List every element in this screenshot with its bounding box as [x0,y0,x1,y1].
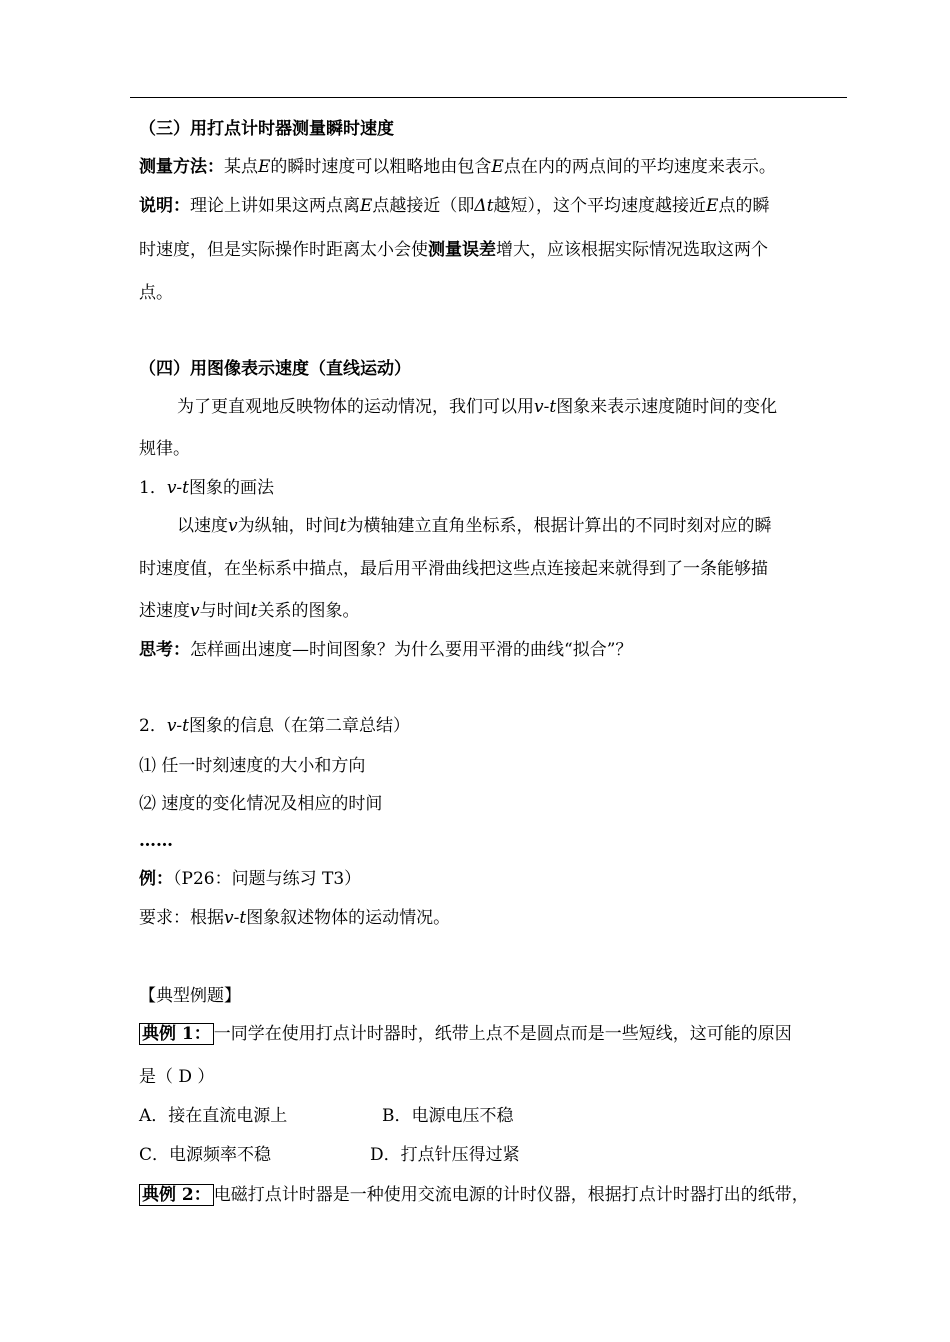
method-text-c: 点在内的两点间的平均速度来表示。 [503,157,776,177]
think-question [139,638,851,662]
intro-text: 图象来表示速度随时间的变化 [556,397,778,417]
para-text: 为横轴建立直角坐标系，根据计算出的不同时刻对应的瞬 [346,516,772,536]
typical-examples-heading: 【典型例题】 [139,986,241,1006]
para-text: 述速度 [139,601,190,621]
item-number: 2． [139,716,167,736]
method-label: 测量方法： [139,157,224,177]
para-text: 关系的图象。 [257,601,360,621]
example-text: （P26：问题与练习 T3） [173,869,362,889]
method-line-2: 时速度值，在坐标系中描点，最后用平滑曲线把这些点连接起来就得到了一条能够描 [139,559,768,579]
example-2-label: 典例 2： [139,1184,214,1206]
note-line-2 [139,238,851,262]
item-1-title [139,476,851,500]
note-line-1 [139,194,851,218]
sub-item-1: ⑴ 任一时刻速度的大小和方向 [139,756,366,776]
ellipsis: …… [139,831,173,851]
item-2-title [139,714,851,738]
example-label: 例： [139,869,173,889]
item-text: 图象的画法 [189,478,275,498]
method-text-a: 某点 [224,157,258,177]
item-number: 1． [139,478,167,498]
para-text: 为纵轴，时间 [237,516,340,536]
vt-symbol: v-t [534,397,557,417]
think-label: 思考： [139,640,190,660]
option-a: A．接在直流电源上 [139,1106,288,1126]
para-text: 与时间 [199,601,251,621]
intro-line-2: 规律。 [139,439,190,459]
para-text: 以速度 [177,516,228,536]
requirement-line [139,906,851,930]
req-text: 要求：根据 [139,908,224,928]
option-d: D．打点针压得过紧 [370,1145,520,1165]
point-e: E [360,196,373,216]
measurement-error-term: 测量误差 [428,240,496,260]
note-line-3: 点。 [139,283,173,303]
example-2-line-1 [139,1183,851,1207]
note-text: 点越接近（即 [372,196,475,216]
req-text: 图象叙述物体的运动情况。 [246,908,451,928]
t-symbol: t [339,516,347,536]
point-e: E [706,196,719,216]
sub-item-2: ⑵ 速度的变化情况及相应的时间 [139,794,383,814]
section-4-heading: （四）用图像表示速度（直线运动） [139,359,411,379]
vt-symbol: v-t [224,908,247,928]
point-e: E [491,157,504,177]
header-rule [130,97,847,98]
note-text: 增大，应该根据实际情况选取这两个 [496,240,768,260]
note-label: 说明： [139,196,190,216]
point-e: E [258,157,271,177]
delta-t: Δt [474,196,494,216]
vt-symbol: v-t [166,478,190,498]
note-text: 理论上讲如果这两点离 [190,196,360,216]
example-1-line-1 [139,1022,851,1046]
item-text: 图象的信息（在第二章总结） [189,716,411,736]
vt-symbol: v-t [166,716,190,736]
note-text: 越短），这个平均速度越接近 [493,196,707,216]
section-3-heading: （三）用打点计时器测量瞬时速度 [139,119,394,139]
intro-text: 为了更直观地反映物体的运动情况，我们可以用 [177,397,534,417]
example-1-line-2: 是（ D ） [139,1067,215,1087]
example-reference [139,867,851,891]
v-symbol: v [190,601,200,621]
example-1-label: 典例 1： [139,1023,214,1045]
method-line-1 [177,514,851,538]
example-2-text: 电磁打点计时器是一种使用交流电源的计时仪器，根据打点计时器打出的纸带， [213,1185,809,1205]
t-symbol: t [250,601,258,621]
option-b: B．电源电压不稳 [382,1106,514,1126]
method-line-3 [139,599,851,623]
intro-line-1 [177,395,851,419]
method-text-b: 的瞬时速度可以粗略地由包含 [270,157,492,177]
v-symbol: v [228,516,238,536]
think-text: 怎样画出速度—时间图象？为什么要用平滑的曲线“拟合”？ [190,640,633,660]
method-paragraph [139,155,851,179]
example-1-text: 一同学在使用打点计时器时，纸带上点不是圆点而是一些短线，这可能的原因 [213,1024,792,1044]
note-text: 点的瞬 [718,196,770,216]
note-text: 时速度，但是实际操作时距离太小会使 [139,240,428,260]
option-c: C．电源频率不稳 [139,1145,272,1165]
